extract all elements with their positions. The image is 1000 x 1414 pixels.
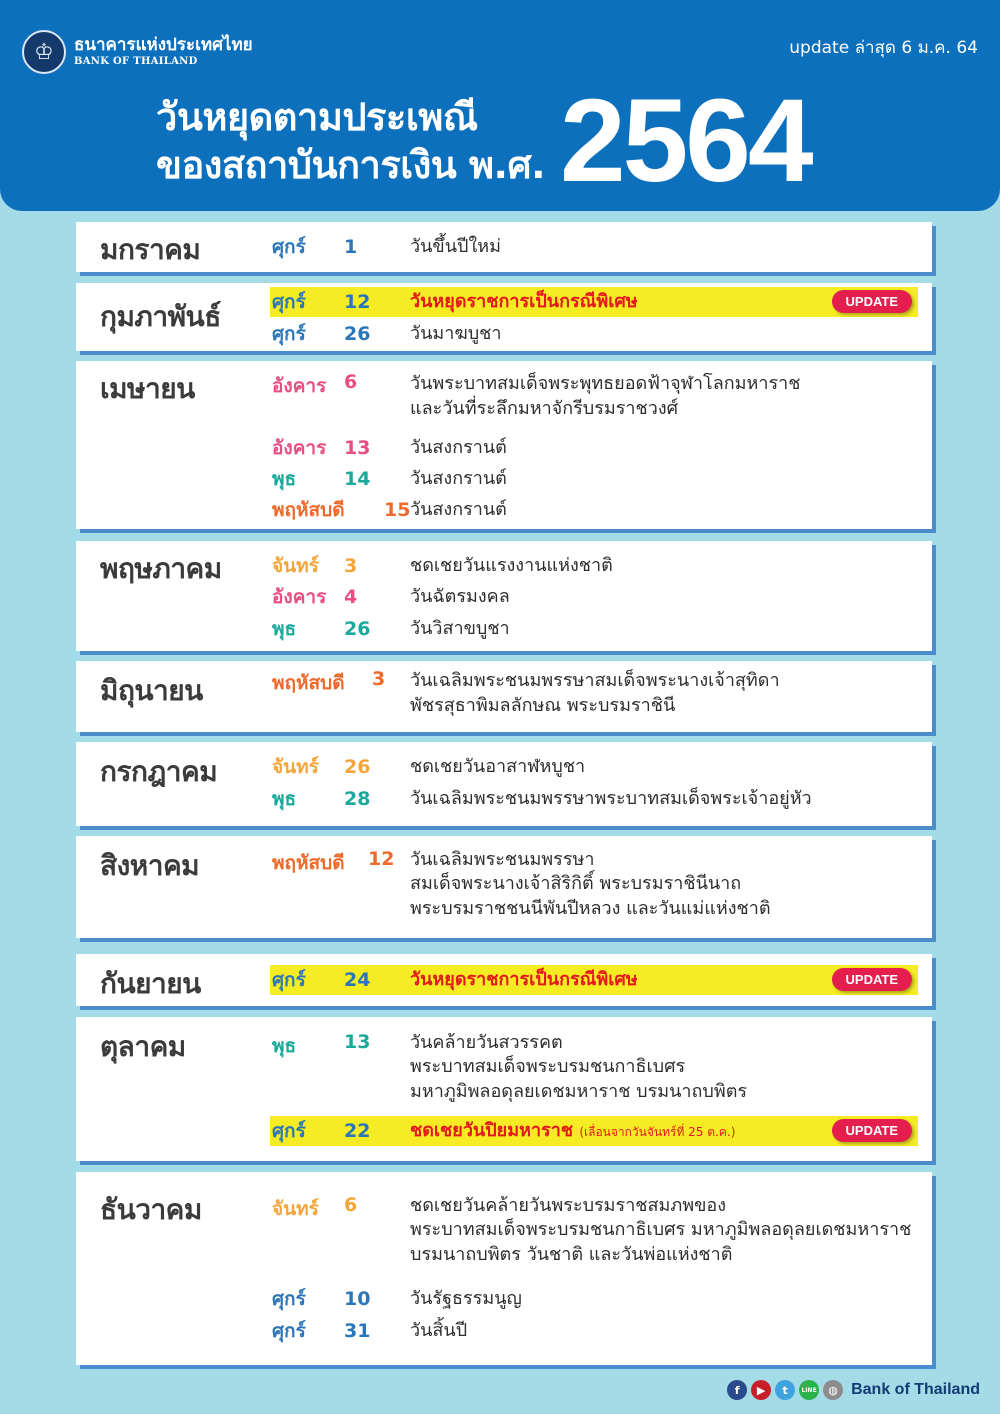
month-card-august	[76, 836, 932, 938]
title-line-2: ของสถาบันการเงิน พ.ศ.	[156, 142, 546, 187]
holiday-row	[272, 1284, 914, 1314]
month-card-april	[76, 361, 932, 529]
holiday-row	[272, 1194, 914, 1267]
month-name: ธันวาคม	[100, 1193, 202, 1226]
holiday-desc: วันมาฆบูชา	[410, 323, 502, 345]
holiday-day: จันทร์	[272, 756, 319, 778]
month-name: กันยายน	[100, 967, 201, 1000]
holiday-row	[272, 464, 914, 494]
holiday-date: 4	[344, 586, 358, 608]
holiday-row	[272, 319, 914, 349]
youtube-icon[interactable]: ▶	[751, 1380, 771, 1400]
holiday-day: จันทร์	[272, 555, 319, 577]
holiday-desc: วันสงกรานต์	[410, 437, 507, 459]
holiday-date: 3	[344, 555, 358, 577]
holiday-date: 12	[368, 848, 395, 870]
month-name: ตุลาคม	[100, 1030, 186, 1063]
holiday-desc: วันขึ้นปีใหม่	[410, 236, 501, 258]
holiday-note: (เลื่อนจากวันจันทร์ที่ 25 ต.ค.)	[579, 1125, 736, 1140]
footer	[727, 1380, 980, 1400]
update-badge: UPDATE	[832, 968, 912, 991]
month-card-january	[76, 222, 932, 272]
update-badge: UPDATE	[832, 1119, 912, 1142]
holiday-day: ศุกร์	[272, 291, 306, 313]
holiday-row	[272, 752, 914, 782]
month-card-may	[76, 541, 932, 651]
header-banner	[0, 0, 1000, 211]
holiday-desc: ชดเชยวันคล้ายวันพระบรมราชสมภพของ พระบาทสมเด็จพระบรมชนกาธิเบศร มหาภูมิพลอดุลยเดชมหาราช บรมนาถบพิตร วันชาติ และวันพ่อแห่งชาติ	[410, 1195, 912, 1265]
footer-label: Bank of Thailand	[851, 1381, 980, 1398]
month-card-july	[76, 742, 932, 826]
holiday-date: 1	[344, 236, 358, 258]
holiday-date: 24	[344, 969, 371, 991]
month-name: เมษายน	[100, 372, 195, 405]
holiday-day: ศุกร์	[272, 1320, 306, 1342]
holiday-day: พุธ	[272, 1035, 297, 1057]
holiday-row	[272, 848, 914, 921]
holiday-row	[272, 614, 914, 644]
month-name: สิงหาคม	[100, 849, 200, 882]
holiday-day: ศุกร์	[272, 236, 306, 258]
holiday-date: 22	[344, 1120, 371, 1142]
holiday-date: 6	[344, 1194, 358, 1216]
holiday-date: 28	[344, 788, 371, 810]
holiday-day: พุธ	[272, 468, 297, 490]
holiday-date: 10	[344, 1288, 371, 1310]
twitter-icon[interactable]: t	[775, 1380, 795, 1400]
holiday-date: 13	[344, 1031, 371, 1053]
page-title	[156, 94, 545, 189]
holiday-date: 26	[344, 618, 371, 640]
month-card-june	[76, 661, 932, 732]
holiday-desc: วันหยุดราชการเป็นกรณีพิเศษ	[410, 291, 638, 313]
holiday-row	[272, 1316, 914, 1346]
holiday-date: 13	[344, 437, 371, 459]
holiday-row-highlighted	[270, 287, 918, 317]
month-name: กุมภาพันธ์	[100, 300, 221, 333]
holiday-row	[272, 551, 914, 581]
holiday-day: พฤหัสบดี	[272, 499, 345, 521]
holiday-day: พฤหัสบดี	[272, 672, 345, 694]
org-name-en: BANK OF THAILAND	[74, 55, 198, 67]
holiday-row	[272, 371, 914, 421]
holiday-day: ศุกร์	[272, 969, 306, 991]
holiday-desc: วันหยุดราชการเป็นกรณีพิเศษ	[410, 969, 638, 991]
holiday-day: ศุกร์	[272, 323, 306, 345]
holiday-desc: วันพระบาทสมเด็จพระพุทธยอดฟ้าจุฬาโลกมหาราช และวันที่ระลึกมหาจักรีบรมราชวงศ์	[410, 373, 801, 420]
holiday-desc: วันคล้ายวันสวรรคต พระบาทสมเด็จพระบรมชนกาธิเบศร มหาภูมิพลอดุลยเดชมหาราช บรมนาถบพิตร	[410, 1032, 748, 1102]
month-card-february	[76, 283, 932, 351]
holiday-date: 14	[344, 468, 371, 490]
line-icon[interactable]: LINE	[799, 1380, 819, 1400]
holiday-row	[272, 495, 914, 525]
holiday-day: ศุกร์	[272, 1120, 306, 1142]
month-card-september	[76, 954, 932, 1006]
holiday-desc: ชดเชยวันอาสาฬหบูชา	[410, 756, 586, 778]
holiday-date: 15	[384, 499, 411, 521]
holiday-date: 26	[344, 323, 371, 345]
website-icon[interactable]: ◍	[823, 1380, 843, 1400]
month-card-october	[76, 1017, 932, 1161]
holiday-date: 6	[344, 371, 358, 393]
holiday-date: 31	[344, 1320, 371, 1342]
holiday-day: อังคาร	[272, 375, 327, 397]
holiday-row-highlighted	[270, 965, 918, 995]
holiday-desc: วันเฉลิมพระชนมพรรษา สมเด็จพระนางเจ้าสิริกิติ์ พระบรมราชินีนาถ พระบรมราชชนนีพันปีหลวง และวันแม่แห่งชาติ	[410, 849, 771, 919]
holiday-desc: วันเฉลิมพระชนมพรรษาสมเด็จพระนางเจ้าสุทิดา พัชรสุธาพิมลลักษณ พระบรมราชินี	[410, 670, 780, 717]
month-name: กรกฎาคม	[100, 755, 218, 788]
holiday-desc: วันเฉลิมพระชนมพรรษาพระบาทสมเด็จพระเจ้าอยู่หัว	[410, 788, 812, 810]
update-badge: UPDATE	[832, 290, 912, 313]
holiday-day: พฤหัสบดี	[272, 852, 345, 874]
holiday-row	[272, 232, 914, 262]
holiday-row	[272, 784, 914, 814]
update-note: update ล่าสุด 6 ม.ค. 64	[789, 38, 978, 58]
holiday-date: 3	[372, 668, 386, 690]
holiday-desc: วันรัฐธรรมนูญ	[410, 1288, 522, 1310]
holiday-desc: วันสงกรานต์	[410, 499, 507, 521]
holiday-desc: ชดเชยวันแรงงานแห่งชาติ	[410, 555, 613, 577]
holiday-day: จันทร์	[272, 1198, 319, 1220]
holiday-date: 26	[344, 756, 371, 778]
holiday-desc: ชดเชยวันปิยมหาราช (เลื่อนจากวันจันทร์ที่ 25 ต.ค.)	[410, 1120, 736, 1142]
holiday-row	[272, 1031, 914, 1104]
holiday-desc: วันสงกรานต์	[410, 468, 507, 490]
holiday-day: พุธ	[272, 618, 297, 640]
month-card-december	[76, 1172, 932, 1365]
holiday-day: พุธ	[272, 788, 297, 810]
title-line-1: วันหยุดตามประเพณี	[156, 95, 478, 139]
title-year: 2564	[560, 75, 811, 207]
holiday-date: 12	[344, 291, 371, 313]
org-name-th: ธนาคารแห่งประเทศไทย	[74, 34, 253, 55]
bot-seal-icon: ♔	[22, 30, 66, 74]
month-name: มกราคม	[100, 233, 201, 266]
holiday-day: อังคาร	[272, 437, 327, 459]
month-name: มิถุนายน	[100, 674, 203, 707]
month-name: พฤษภาคม	[100, 552, 222, 585]
holiday-day: ศุกร์	[272, 1288, 306, 1310]
holiday-row	[272, 668, 914, 718]
bot-logo	[22, 30, 253, 74]
holiday-desc: วันวิสาขบูชา	[410, 618, 510, 640]
holiday-desc: วันสิ้นปี	[410, 1320, 468, 1342]
holiday-row-highlighted	[270, 1116, 918, 1146]
holiday-row	[272, 582, 914, 612]
holiday-row	[272, 433, 914, 463]
facebook-icon[interactable]: f	[727, 1380, 747, 1400]
holiday-day: อังคาร	[272, 586, 327, 608]
holiday-desc: วันฉัตรมงคล	[410, 586, 510, 608]
